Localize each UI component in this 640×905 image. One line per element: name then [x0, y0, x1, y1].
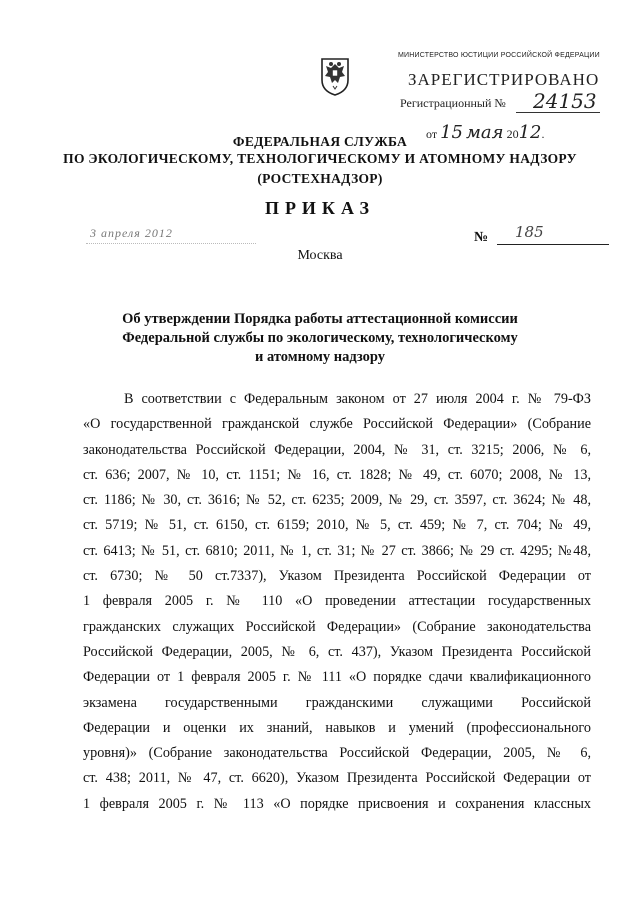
- order-number-line: [497, 244, 609, 245]
- document-title-line3: и атомному надзору: [255, 349, 385, 365]
- body-line: ст. 6413; № 51, ст. 6810; 2011, № 1, ст. 31; № 27 ст. 3866; № 29 ст. 4295; №48,: [83, 542, 591, 559]
- body-line: гражданских служащих Российской Федерации» (Собрание законодательства: [83, 618, 591, 635]
- body-line: 1 февраля 2005 г. № 113 «О порядке присвоения и сохранения классных: [83, 795, 591, 812]
- body-line: Федерации от 1 февраля 2005 г. № 111 «О порядке сдачи квалификационного: [83, 669, 591, 686]
- body-line: ст. 5719; № 51, ст. 6150, ст. 6159; 2010, № 5, ст. 459; № 7, ст. 704; № 49,: [83, 517, 591, 534]
- coat-of-arms-emblem: [318, 56, 352, 96]
- order-number-value: 185: [515, 223, 544, 241]
- stamp-date: от 15 мая 2012.: [426, 122, 545, 143]
- stamp-reg-number: 24153: [533, 89, 597, 113]
- agency-name-line2: ПО ЭКОЛОГИЧЕСКОМУ, ТЕХНОЛОГИЧЕСКОМУ И АТОМНОМУ НАДЗОРУ: [63, 151, 577, 166]
- stamp-ministry: МИНИСТЕРСТВО ЮСТИЦИИ РОССИЙСКОЙ ФЕДЕРАЦИИ: [398, 52, 600, 59]
- order-city: Москва: [297, 248, 343, 263]
- stamp-date-year-prefix: 20: [506, 127, 519, 141]
- body-line: уровня)» (Собрание законодательства Российской Федерации, 2005, № 6,: [83, 745, 591, 762]
- order-date-handwritten: 3 апреля 2012: [90, 226, 173, 240]
- agency-abbreviation: (РОСТЕХНАДЗОР): [257, 171, 383, 186]
- body-line: Российской Федерации, 2005, № 6, ст. 437), Указом Президента Российской: [83, 643, 591, 660]
- body-line: ст. 1186; № 30, ст. 3616; № 52, ст. 6235; 2009, № 29, ст. 3597, ст. 3624; № 48,: [83, 492, 591, 509]
- agency-name-line1: ФЕДЕРАЛЬНАЯ СЛУЖБА: [232, 134, 408, 149]
- stamp-reg-underline: [516, 112, 600, 113]
- document-title-line2: Федеральной службы по экологическому, технологическому: [122, 330, 518, 346]
- order-number-label: №: [474, 230, 489, 245]
- body-line: ст. 6730; № 50 ст.7337), Указом Президента Российской Федерации от: [83, 568, 591, 585]
- stamp-date-prefix: от: [426, 127, 438, 141]
- body-line: 1 февраля 2005 г. № 110 «О проведении аттестации государственных: [83, 593, 591, 610]
- body-line: «О государственной гражданской службе Российской Федерации» (Собрание: [83, 416, 591, 433]
- stamp-registered: ЗАРЕГИСТРИРОВАНО: [408, 70, 600, 89]
- stamp-date-year-suffix: 12: [518, 122, 542, 143]
- stamp-date-month: мая: [466, 122, 504, 143]
- stamp-reg-label: Регистрационный №: [400, 96, 506, 110]
- body-line: Федерации и оценки их знаний, навыков и умений (профессионального: [83, 719, 591, 736]
- document-body: [83, 387, 591, 817]
- body-line: ст. 636; 2007, № 10, ст. 1151; № 16, ст. 1828; № 49, ст. 6070; 2008, № 13,: [83, 466, 591, 483]
- document-title-line1: Об утверждении Порядка работы аттестационной комиссии: [122, 311, 518, 327]
- body-line: экзамена государственными гражданскими служащими Российской: [83, 694, 591, 711]
- body-line: законодательства Российской Федерации, 2004, № 31, ст. 3215; 2006, № 6,: [83, 441, 591, 458]
- order-date-line: [86, 243, 256, 244]
- document-type: ПРИКАЗ: [264, 198, 376, 218]
- body-line: В соответствии с Федеральным законом от 27 июля 2004 г. № 79-ФЗ: [124, 391, 591, 407]
- registration-stamp: [398, 48, 604, 143]
- body-line: ст. 438; 2011, № 47, ст. 6620), Указом Президента Российской Федерации от: [83, 770, 591, 787]
- stamp-date-day: 15: [440, 122, 463, 143]
